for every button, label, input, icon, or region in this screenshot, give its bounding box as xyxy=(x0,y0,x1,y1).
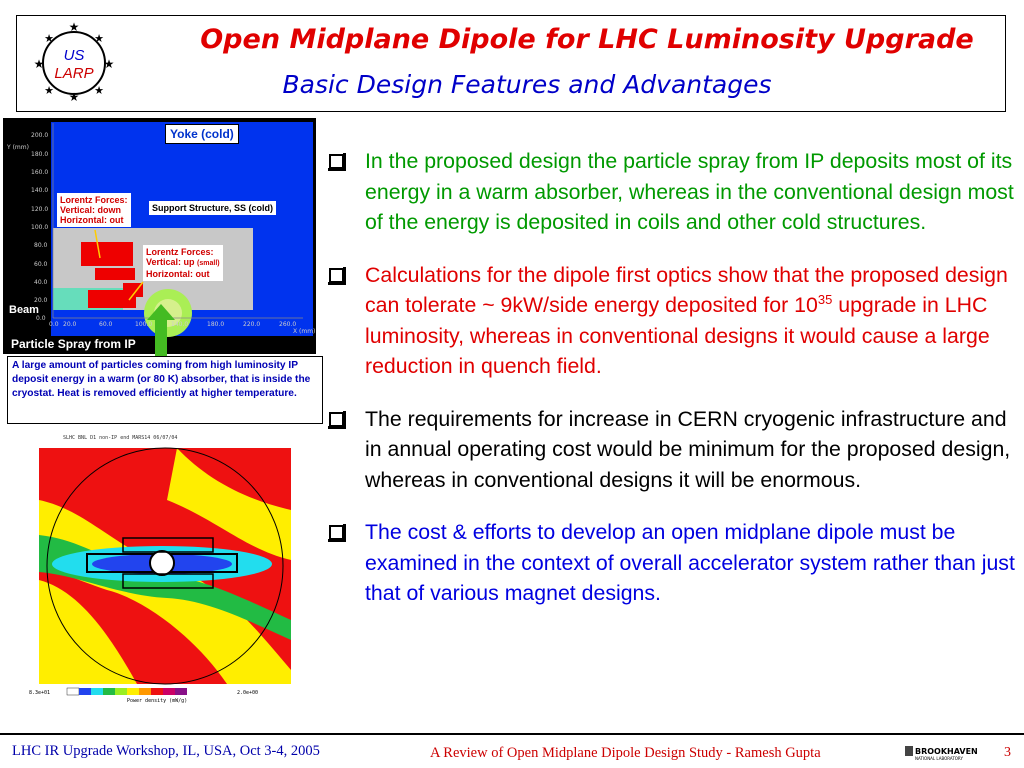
x-axis-label: X (mm) xyxy=(293,328,316,335)
y-tick: 100.0 xyxy=(31,224,49,231)
lorentz2-vertical-note: (small) xyxy=(197,260,220,267)
bullet-checkbox-icon xyxy=(329,525,344,540)
y-tick: 20.0 xyxy=(34,297,48,304)
lorentz2-title: Lorentz Forces: xyxy=(146,247,214,257)
footer-event: LHC IR Upgrade Workshop, IL, USA, Oct 3-4, 2005 xyxy=(12,743,320,759)
x-tick: 140.0 xyxy=(171,321,189,328)
yoke-label: Yoke (cold) xyxy=(165,124,239,144)
bullet-text-2-superscript: 35 xyxy=(817,291,833,307)
y-tick: 0.0 xyxy=(36,315,46,322)
x-tick: 260.0 xyxy=(279,321,297,328)
scale-axis-label: Power density (mW/g) xyxy=(127,698,188,704)
bullet-text-2-pre: Calculations for the dipole first optics show that the proposed design can tolerate ~ 9kW/side energy deposited for 10 xyxy=(365,262,1008,317)
bullet-list xyxy=(327,146,1017,631)
x-tick: 100.0 xyxy=(135,321,153,328)
y-tick: 200.0 xyxy=(31,132,49,139)
svg-text:★: ★ xyxy=(103,57,115,71)
lorentz2-vertical-line xyxy=(146,257,220,269)
x-tick: 0.0 xyxy=(49,321,59,328)
lorentz1-vertical: Vertical: down xyxy=(60,205,122,215)
support-structure-text: Support Structure, SS (cold) xyxy=(152,203,274,213)
brookhaven-logo xyxy=(905,744,977,762)
bullet-text-2-post: upgrade in LHC luminosity, whereas in conventional designs it would cause a large reduction in quench field. xyxy=(365,293,990,378)
footer-title xyxy=(430,745,821,762)
x-tick: 220.0 xyxy=(243,321,261,328)
bullet-text-1: In the proposed design the particle spray from IP deposits most of its energy in a warm absorber, whereas in the conventional design most of the energy is deposited in coils and other cold structures. xyxy=(365,149,1014,234)
footer-title-text: A Review of Open Midplane Dipole Design Study xyxy=(430,745,723,761)
y-tick: 40.0 xyxy=(34,279,48,286)
y-axis-label: Y (mm) xyxy=(7,144,29,151)
scale-max-label: 2.0e+00 xyxy=(237,690,259,696)
svg-text:★: ★ xyxy=(68,90,80,104)
svg-text:★: ★ xyxy=(94,33,104,45)
lorentz1-title: Lorentz Forces: xyxy=(60,195,128,205)
x-tick: 20.0 xyxy=(63,321,77,328)
logo-text-us: US xyxy=(63,47,85,64)
scale-min-label: 8.3e+01 xyxy=(29,690,51,696)
particle-spray-label: Particle Spray from IP xyxy=(11,337,136,351)
bullet-checkbox-icon xyxy=(329,268,344,283)
bullet-item-4 xyxy=(327,517,1017,609)
lorentz2-horizontal: Horizontal: out xyxy=(146,269,210,279)
us-larp-logo xyxy=(33,20,115,104)
page-number: 3 xyxy=(1004,745,1011,760)
bullet-checkbox-icon xyxy=(329,412,344,427)
y-tick: 180.0 xyxy=(31,151,49,158)
footer-divider xyxy=(0,733,1024,735)
bullet-item-3 xyxy=(327,404,1017,496)
beam-label: Beam xyxy=(9,304,39,316)
svg-text:★: ★ xyxy=(44,85,54,97)
lorentz1-horizontal: Horizontal: out xyxy=(60,215,124,225)
lorentz-forces-label-2 xyxy=(143,245,223,281)
x-tick: 180.0 xyxy=(207,321,225,328)
logo-text-larp: LARP xyxy=(54,65,94,82)
page-title: Open Midplane Dipole for LHC Luminosity Upgrade xyxy=(200,24,974,55)
power-density-map-figure xyxy=(27,435,302,704)
brookhaven-logo-sub: NATIONAL LABORATORY xyxy=(915,756,963,761)
svg-text:★: ★ xyxy=(94,85,104,97)
bullet-item-2 xyxy=(327,260,1017,382)
lorentz2-vertical: Vertical: up xyxy=(146,257,195,267)
y-tick: 140.0 xyxy=(31,187,49,194)
page-subtitle: Basic Design Features and Advantages xyxy=(282,70,772,99)
y-tick: 80.0 xyxy=(34,242,48,249)
figure-caption: A large amount of particles coming from high luminosity IP deposit energy in a warm (or 80 K) absorber, that is inside the cryostat. Heat is removed efficiently at higher temperature. xyxy=(7,356,323,424)
map-header: SLHC BNL D1 non-IP end MARS14 06/07/04 xyxy=(63,435,178,441)
y-tick: 160.0 xyxy=(31,169,49,176)
up-arrow-indicator xyxy=(155,318,167,358)
bullet-item-1 xyxy=(327,146,1017,238)
svg-text:★: ★ xyxy=(68,20,80,34)
brookhaven-logo-name: BROOKHAVEN xyxy=(915,747,978,756)
bullet-text-4: The cost & efforts to develop an open midplane dipole must be examined in the context of overall accelerator system rather than just that of various magnet designs. xyxy=(365,520,1015,605)
bullet-text-3: The requirements for increase in CERN cryogenic infrastructure and in annual operating cost would be minimum for the proposed design, whereas in conventional designs it will be enormous. xyxy=(365,406,1011,492)
bullet-checkbox-icon xyxy=(329,154,344,169)
footer-author-text: - Ramesh Gupta xyxy=(722,745,821,761)
lorentz-forces-label-1 xyxy=(57,193,131,227)
svg-text:★: ★ xyxy=(44,33,54,45)
title-box xyxy=(16,15,1006,112)
svg-text:★: ★ xyxy=(33,57,45,71)
y-tick: 120.0 xyxy=(31,206,49,213)
y-tick: 60.0 xyxy=(34,261,48,268)
x-tick: 60.0 xyxy=(99,321,113,328)
support-structure-label xyxy=(149,201,276,215)
